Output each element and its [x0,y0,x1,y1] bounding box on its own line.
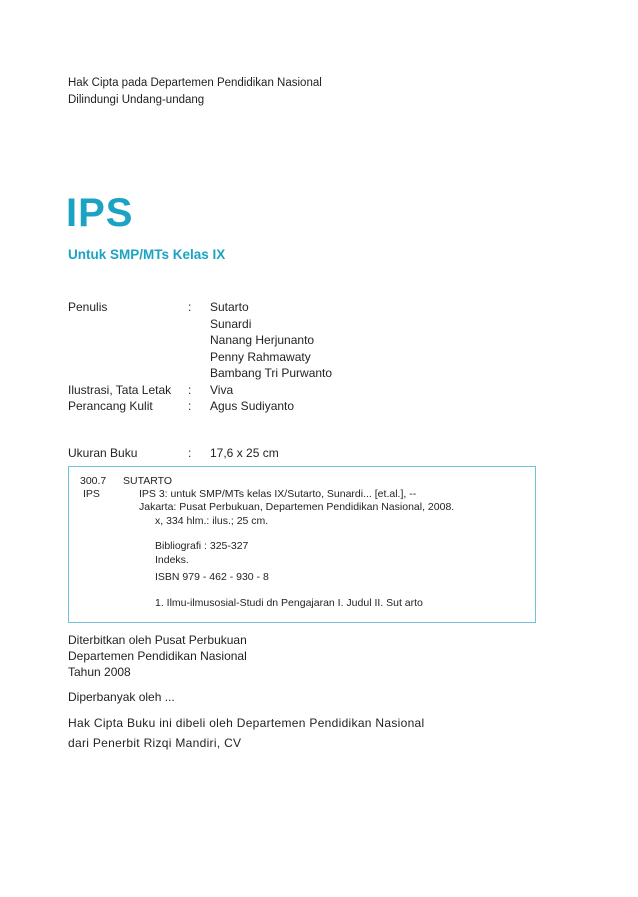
cover-label: Perancang Kulit [68,399,153,413]
book-title: IPS [66,191,134,235]
reproduction-line-3: dari Penerbit Rizqi Mandiri, CV [68,736,242,750]
writers-label: Penulis [68,300,108,314]
cip-class-code: IPS [83,488,100,500]
catalog-in-publication-box [68,466,536,623]
cip-bibliography: Bibliografi : 325-327 [155,540,249,552]
separator: : [188,446,192,460]
separator: : [188,382,192,397]
publisher-line-2: Departemen Pendidikan Nasional [68,649,247,663]
writers-row [68,299,332,382]
writers-list [210,299,332,382]
publisher-block [68,632,247,680]
writer-name: Penny Rahmawaty [210,349,311,364]
book-subtitle: Untuk SMP/MTs Kelas IX [68,247,226,262]
size-value: 17,6 x 25 cm [210,446,279,460]
writer-name: Nanang Herjunanto [210,333,315,347]
credits-block [68,299,332,415]
cip-subjects: 1. Ilmu-ilmusosial-Studi dn Pengajaran I. Judul II. Sut arto [155,597,423,609]
publisher-line-1: Diterbitkan oleh Pusat Perbukuan [68,633,247,647]
writer-name: Sunardi [210,316,252,331]
illustration-label: Ilustrasi, Tata Letak [68,382,172,397]
copyright-line-1: Hak Cipta pada Departemen Pendidikan Nasional [68,77,322,89]
reproduction-line-1: Diperbanyak oleh ... [68,690,175,704]
illustration-value: Viva [210,382,234,397]
cip-index: Indeks. [155,554,189,566]
publisher-year: Tahun 2008 [68,665,131,679]
separator: : [188,300,192,314]
copyright-notice [68,75,322,109]
cip-line-2: Jakarta: Pusat Perbukuan, Departemen Pendidikan Nasional, 2008. [139,501,455,513]
writer-name: Bambang Tri Purwanto [210,366,333,380]
cip-line-1: IPS 3: untuk SMP/MTs kelas IX/Sutarto, Sunardi... [et.al.], -- [139,488,417,500]
cip-line-3: x, 334 hlm.: ilus.; 25 cm. [155,515,269,527]
cip-isbn: ISBN 979 - 462 - 930 - 8 [155,571,269,583]
reproduction-block [68,713,425,753]
cover-row [68,398,332,415]
cover-value: Agus Sudiyanto [210,399,295,413]
illustration-row [68,382,332,399]
book-size-row [68,446,279,460]
size-label: Ukuran Buku [68,446,138,460]
reproduction-line-2: Hak Cipta Buku ini dibeli oleh Departemen Pendidikan Nasional [68,716,425,730]
separator: : [188,399,192,413]
copyright-line-2: Dilindungi Undang-undang [68,94,205,106]
cip-class-number: 300.7 [80,475,107,487]
writer-name: Sutarto [210,300,249,314]
cip-author-heading: SUTARTO [123,475,173,487]
